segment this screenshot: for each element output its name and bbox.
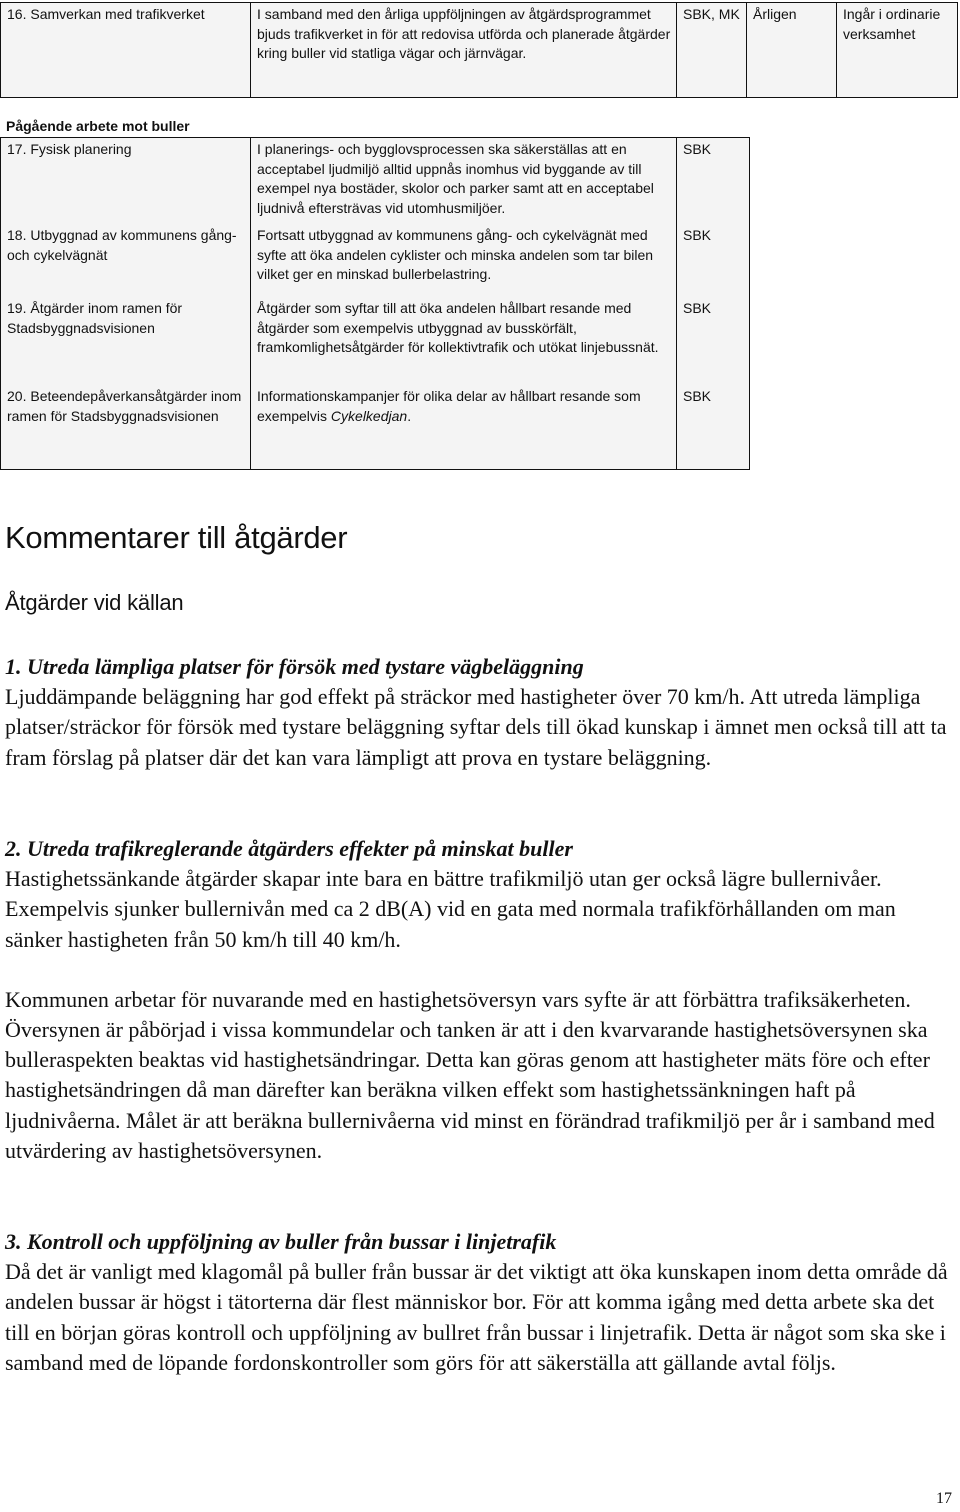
- measure-responsible: SBK: [677, 224, 750, 297]
- comment-title: 1. Utreda lämpliga platser för försök med tystare vägbeläggning: [5, 654, 584, 679]
- campaign-name: Cykelkedjan: [330, 407, 408, 424]
- measure-name: 18. Utbyggnad av kommunens gång- och cykelvägnät: [1, 224, 251, 297]
- measure-description: [251, 385, 677, 469]
- measure-description: I samband med den årliga uppföljningen av åtgärdsprogrammet bjuds trafikverket in för att redovisa utförda och planerade åtgärder kring buller vid statliga vägar och järnvägar.: [251, 3, 677, 98]
- section-heading: Pågående arbete mot buller: [6, 118, 190, 134]
- measure-responsible: SBK, MK: [677, 3, 747, 98]
- comment-item-3: [5, 1227, 957, 1378]
- comments-heading: Kommentarer till åtgärder: [5, 520, 348, 555]
- measure-description: Fortsatt utbyggnad av kommunens gång- och cykelvägnät med syfte att öka andelen cyklister och minska andelen som tar bilen vilket ger en minskad bullerbelastring.: [251, 224, 677, 297]
- measure-name: 20. Beteendepåverkansåtgärder inom ramen för Stadsbyggnadsvisionen: [1, 385, 251, 469]
- measure-description: Åtgärder som syftar till att öka andelen hållbart resande med åtgärder som exempelvis utbyggnad av busskörfält, framkomlighetsåtgärder för kollektivtrafik och utökat linjebussnät.: [251, 297, 677, 385]
- comment-title: 2. Utreda trafikreglerande åtgärders effekter på minskat buller: [5, 836, 573, 861]
- measures-table-top: [0, 2, 958, 98]
- measure-responsible: SBK: [677, 297, 750, 385]
- comment-item-1: [5, 652, 957, 773]
- measure-timing: Årligen: [747, 3, 837, 98]
- description-end: .: [407, 407, 412, 424]
- table-row: [1, 224, 750, 297]
- page-number: 17: [936, 1490, 952, 1507]
- table-row: [1, 385, 750, 469]
- measure-responsible: SBK: [677, 385, 750, 469]
- comment-paragraph: Ljuddämpande beläggning har god effekt på sträckor med hastigheter över 70 km/h. Att utreda lämpliga platser/sträckor för försök med tystare beläggning syftar dels till ökad kunskap i ämnet men också till att ta fram förslag på platser där det kan vara lämpligt att prova en tystare beläggning.: [5, 684, 947, 770]
- comment-title: 3. Kontroll och uppföljning av buller från bussar i linjetrafik: [5, 1229, 557, 1254]
- measure-responsible: SBK: [677, 138, 750, 225]
- table-row: [1, 138, 750, 225]
- measure-name: 19. Åtgärder inom ramen för Stadsbyggnadsvisionen: [1, 297, 251, 385]
- measure-name: 17. Fysisk planering: [1, 138, 251, 225]
- measure-description: I planerings- och bygglovsprocessen ska säkerställas att en acceptabel ljudmiljö alltid uppnås inomhus vid byggande av till exempel nya bostäder, skolor och parker samt att en acceptabel ljudnivå eftersträvas vid utomhusmiljöer.: [251, 138, 677, 225]
- table-row: [1, 297, 750, 385]
- comment-paragraph: Kommunen arbetar för nuvarande med en hastighetsöversyn vars syfte är att förbättra trafiksäkerheten. Översynen är påbörjad i vissa kommundelar och tanken är att i den kvarvarande hastighetsöversynen ska bulleraspekten beaktas vid hastighetsändringar. Detta kan göras genom att hastigheter mäts före och efter hastighetsändringen då man därefter kan beräkna vilken effekt som hastighetssänkningen haft på ljudnivåerna. Målet är att beräkna bullernivåerna vid minst en förändrad trafikmiljö per år i samband med utvärdering av hastighetsöversynen.: [5, 986, 935, 1163]
- measure-cost: Ingår i ordinarie verksamhet: [837, 3, 958, 98]
- comment-paragraph: Hastighetssänkande åtgärder skapar inte bara en bättre trafikmiljö utan ger också lägre bullernivåer. Exempelvis sjunker bullernivån med ca 2 dB(A) vid en gata med normala trafikförhållanden om man sänker hastigheten från 50 km/h till 40 km/h.: [5, 866, 896, 952]
- comments-subheading: Åtgärder vid källan: [5, 590, 184, 615]
- description-text: Informationskampanjer för olika delar av hållbart resande som exempelvis: [257, 388, 641, 424]
- comment-item-2: [5, 834, 957, 1166]
- measure-name: 16. Samverkan med trafikverket: [1, 3, 251, 98]
- comment-paragraph: Då det är vanligt med klagomål på buller från bussar är det viktigt att öka kunskapen inom detta område då andelen bussar är högst i tätorterna där flest människor bor. För att komma igång med detta arbete ska det till en början göras kontroll och uppföljning av bullret från bussar i linjetrafik. Detta är något som ska ske i samband med de löpande fordonskontroller som görs för att säkerställa att gällande avtal följs.: [5, 1259, 948, 1375]
- measures-table-ongoing: [0, 137, 750, 470]
- table-row: [1, 3, 958, 98]
